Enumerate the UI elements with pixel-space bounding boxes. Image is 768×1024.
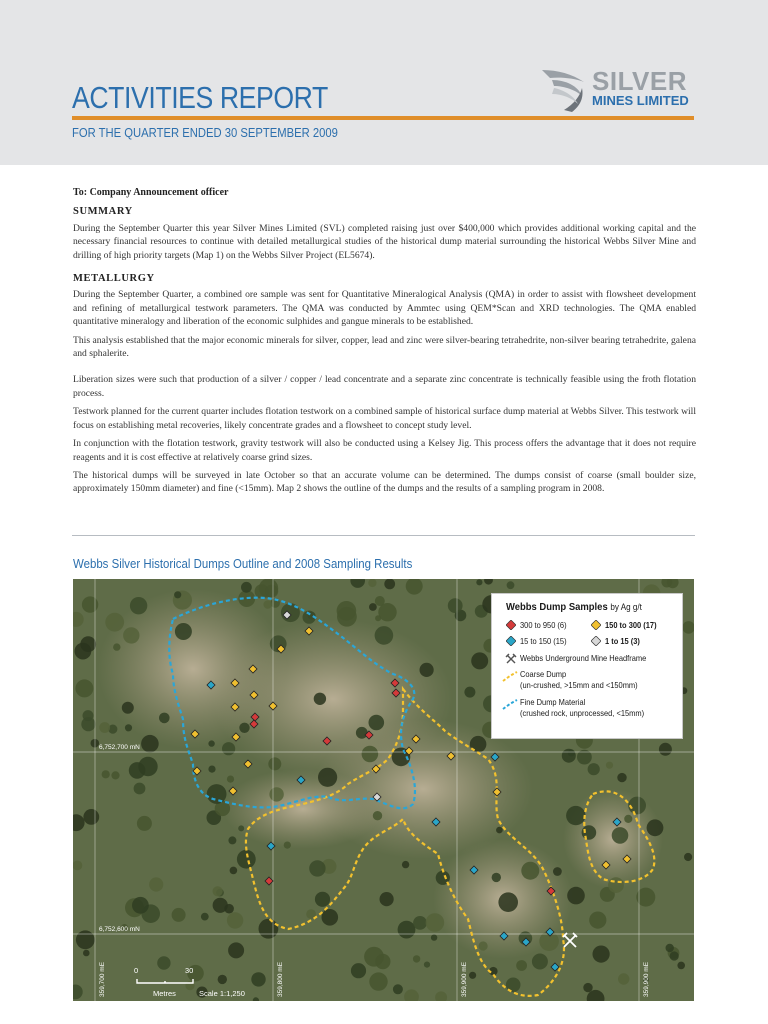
tree-canopy: [213, 886, 223, 896]
tree-canopy: [659, 743, 672, 756]
tree-canopy: [174, 591, 181, 598]
tree-canopy: [315, 892, 330, 907]
fine-dump-line-icon: [502, 698, 518, 710]
tree-canopy: [608, 877, 624, 893]
tree-canopy: [431, 934, 437, 940]
tree-canopy: [670, 951, 679, 960]
dumps-map: [73, 579, 694, 1001]
tree-canopy: [402, 861, 409, 868]
tree-canopy: [516, 960, 527, 971]
tree-canopy: [237, 850, 256, 869]
tree-canopy: [218, 975, 227, 984]
tree-canopy: [230, 867, 238, 875]
easting-label: 359,700 mE: [99, 961, 106, 997]
tree-canopy: [532, 954, 548, 970]
diamond-marker-icon: [506, 636, 516, 646]
tree-canopy: [337, 601, 357, 621]
tree-canopy: [380, 892, 394, 906]
tree-canopy: [268, 757, 281, 770]
summary-paragraph: During the September Quarter this year Silver Mines Limited (SVL) completed raising just over $400,000 which provides additional working capital and the necessary financial resources to continue with detailed metallurgical studies of the historical dump material surrounding the historical Webbs Silver Mine and drilling of high priority targets (Map 1) on the Webbs Silver Project (EL5674).: [73, 222, 696, 261]
tree-canopy: [228, 942, 244, 958]
tree-canopy: [175, 623, 192, 640]
tree-canopy: [373, 811, 382, 820]
tree-canopy: [207, 784, 227, 804]
tree-canopy: [375, 626, 394, 645]
tree-canopy: [201, 913, 209, 921]
tree-canopy: [172, 908, 186, 922]
logo-word-mines: MINES LIMITED: [592, 93, 689, 108]
legend-class-label: 15 to 150 (15): [520, 636, 567, 646]
tree-canopy: [479, 941, 488, 950]
tree-canopy: [624, 815, 632, 823]
tree-canopy: [612, 827, 629, 844]
tree-canopy: [589, 912, 606, 929]
tree-canopy: [281, 603, 300, 622]
tree-canopy: [123, 627, 139, 643]
diamond-marker-icon: [591, 620, 601, 630]
tree-canopy: [132, 897, 149, 914]
northing-label: 6,752,600 mN: [99, 926, 140, 933]
tree-canopy: [83, 950, 90, 957]
tree-canopy: [351, 963, 366, 978]
tree-canopy: [469, 972, 476, 979]
map-legend: [491, 593, 683, 739]
tree-canopy: [269, 787, 283, 801]
tree-canopy: [137, 816, 152, 831]
tree-canopy: [318, 768, 337, 787]
tree-canopy: [113, 643, 120, 650]
tree-canopy: [496, 827, 503, 834]
tree-canopy: [593, 946, 610, 963]
metallurgy-paragraph: Liberation sizes were such that production of a silver / copper / lead concentrate and a separate zinc concentrate is technically feasible using the froth flotation process.: [73, 374, 696, 399]
metallurgy-paragraph: Testwork planned for the current quarter includes flotation testwork on a combined sample of historical surface dump material at Webbs Silver. This testwork will focus on establishing metal recoveries, likely concentrate grades and a flowsheet to concept study level.: [73, 406, 696, 431]
metallurgy-paragraph: During the September Quarter, a combined ore sample was sent for Quantitative Mineralogical Analysis (QMA) in order to assist with flowsheet development and refining of metallurgical testwork parameters. The QMA was conducted by Ammtec using QEM*Scan and XRD technologies. The QMA enabled quantitative mineralogy and liberation of the economic sulphides and gangue minerals to be established.: [73, 289, 696, 328]
tree-canopy: [471, 652, 488, 669]
tree-canopy: [149, 877, 163, 891]
tree-canopy: [134, 783, 146, 795]
headframe-icon: [505, 653, 517, 665]
scale-unit: Metres: [153, 989, 176, 998]
tree-canopy: [75, 679, 93, 697]
scale-zero: 0: [134, 966, 139, 975]
tree-canopy: [105, 613, 124, 632]
tree-canopy: [617, 773, 626, 782]
tree-canopy: [159, 713, 170, 724]
tree-canopy: [102, 770, 110, 778]
map-title: Webbs Silver Historical Dumps Outline and 2008 Sampling Results: [73, 556, 413, 571]
addressee-line: To: Company Announcement officer: [73, 187, 229, 198]
tree-canopy: [426, 913, 445, 932]
legend-class-label: 300 to 950 (6): [520, 620, 567, 630]
tree-canopy: [476, 579, 482, 585]
tree-canopy: [157, 956, 170, 969]
tree-canopy: [588, 763, 600, 775]
tree-canopy: [384, 579, 395, 589]
tree-canopy: [265, 585, 278, 598]
tree-canopy: [424, 962, 430, 968]
legend-fine-label: Fine Dump Material: [520, 697, 586, 707]
tree-canopy: [448, 598, 463, 613]
scale-max: 30: [185, 966, 194, 975]
tree-canopy: [227, 776, 234, 783]
tree-canopy: [492, 873, 501, 882]
tree-canopy: [375, 615, 381, 621]
tree-canopy: [364, 947, 384, 967]
tree-canopy: [567, 887, 585, 905]
tree-canopy: [251, 972, 265, 986]
metallurgy-paragraph: The historical dumps will be surveyed in late October so that an accurate volume can be determined. The dumps consist of coarse (small boulder size, approximately 150mm diameter) and fine (<15mm). Map 2 shows the outline of the dumps and the results of a sampling program in 2008.: [73, 469, 696, 495]
legend-coarse-desc: (un-crushed, >15mm and <150mm): [520, 680, 638, 690]
tree-canopy: [111, 771, 119, 779]
diamond-marker-icon: [506, 620, 516, 630]
metallurgy-paragraph: This analysis established that the major economic minerals for silver, copper, lead and zinc were silver-bearing tetrahedrite, non-silver bearing tetrahedrite, galena and sphalerite.: [73, 334, 696, 360]
report-subtitle: FOR THE QUARTER ENDED 30 SEPTEMBER 2009: [72, 126, 338, 140]
tree-canopy: [562, 749, 576, 763]
tree-canopy: [238, 825, 244, 831]
tree-canopy: [677, 962, 685, 970]
tree-canopy: [141, 735, 159, 753]
legend-headframe-label: Webbs Underground Mine Headframe: [520, 653, 647, 663]
section-divider: [72, 535, 695, 536]
tree-canopy: [129, 762, 146, 779]
tree-canopy: [647, 819, 664, 836]
tree-canopy: [606, 762, 613, 769]
tree-canopy: [393, 984, 403, 994]
coarse-dump-line-icon: [502, 670, 518, 682]
tree-canopy: [284, 842, 291, 849]
northing-label: 6,752,700 mN: [99, 744, 140, 751]
tree-canopy: [130, 597, 147, 614]
tree-canopy: [566, 806, 585, 825]
legend-class-label: 150 to 300 (17): [605, 620, 657, 630]
tree-canopy: [369, 603, 377, 611]
report-body: [73, 186, 696, 501]
tree-canopy: [507, 581, 515, 589]
tree-canopy: [498, 892, 518, 912]
tree-canopy: [222, 742, 235, 755]
tree-canopy: [369, 715, 385, 731]
company-logo: [538, 66, 698, 114]
metallurgy-paragraph: In conjunction with the flotation testwork, gravity testwork will also be conducted using a Kelsey Jig. This process offers the advantage that it does not require reagents and it is cost effective at relatively coarse grind sizes.: [73, 438, 696, 463]
tree-canopy: [227, 912, 243, 928]
tree-canopy: [618, 973, 629, 984]
tree-canopy: [208, 766, 215, 773]
tree-canopy: [666, 944, 674, 952]
tree-canopy: [684, 853, 692, 861]
tree-canopy: [362, 746, 379, 763]
tree-canopy: [83, 809, 99, 825]
summary-heading: SUMMARY: [73, 206, 133, 218]
tree-canopy: [213, 898, 228, 913]
diamond-marker-icon: [591, 636, 601, 646]
tree-canopy: [239, 723, 249, 733]
tree-canopy: [413, 955, 420, 962]
tree-canopy: [398, 921, 416, 939]
tree-canopy: [122, 702, 134, 714]
tree-canopy: [99, 722, 110, 733]
tree-canopy: [583, 983, 592, 992]
tree-canopy: [521, 862, 539, 880]
logo-word-silver: SILVER: [592, 66, 687, 96]
tree-canopy: [228, 836, 236, 844]
easting-label: 359,900 mE: [643, 961, 650, 997]
title-rule: [72, 116, 694, 120]
legend-fine-desc: (crushed rock, unprocessed, <15mm): [520, 708, 645, 718]
legend-class-label: 1 to 15 (3): [605, 636, 640, 646]
tree-canopy: [309, 860, 325, 876]
tree-canopy: [369, 972, 387, 990]
tree-canopy: [76, 930, 95, 949]
swoosh-logo-icon: [538, 66, 590, 112]
tree-canopy: [553, 867, 562, 876]
tree-canopy: [464, 687, 475, 698]
tree-canopy: [314, 693, 326, 705]
tree-canopy: [75, 643, 92, 660]
metallurgy-heading: METALLURGY: [73, 273, 155, 285]
tree-canopy: [368, 579, 376, 587]
tree-canopy: [263, 600, 272, 609]
legend-title: Webbs Dump Samples by Ag g/t: [506, 601, 642, 613]
tree-canopy: [82, 596, 98, 612]
tree-canopy: [259, 919, 279, 939]
scale-ratio: Scale 1:1,250: [199, 989, 245, 998]
legend-coarse-label: Coarse Dump: [520, 669, 567, 679]
tree-canopy: [322, 909, 339, 926]
tree-canopy: [375, 596, 385, 606]
tree-canopy: [81, 717, 95, 731]
tree-canopy: [356, 727, 368, 739]
easting-label: 359,900 mE: [461, 961, 468, 997]
tree-canopy: [420, 663, 434, 677]
tree-canopy: [241, 582, 252, 593]
tree-canopy: [413, 916, 427, 930]
tree-canopy: [208, 740, 214, 746]
report-title: ACTIVITIES REPORT: [72, 80, 328, 115]
tree-canopy: [125, 724, 132, 731]
easting-label: 359,800 mE: [277, 961, 284, 997]
